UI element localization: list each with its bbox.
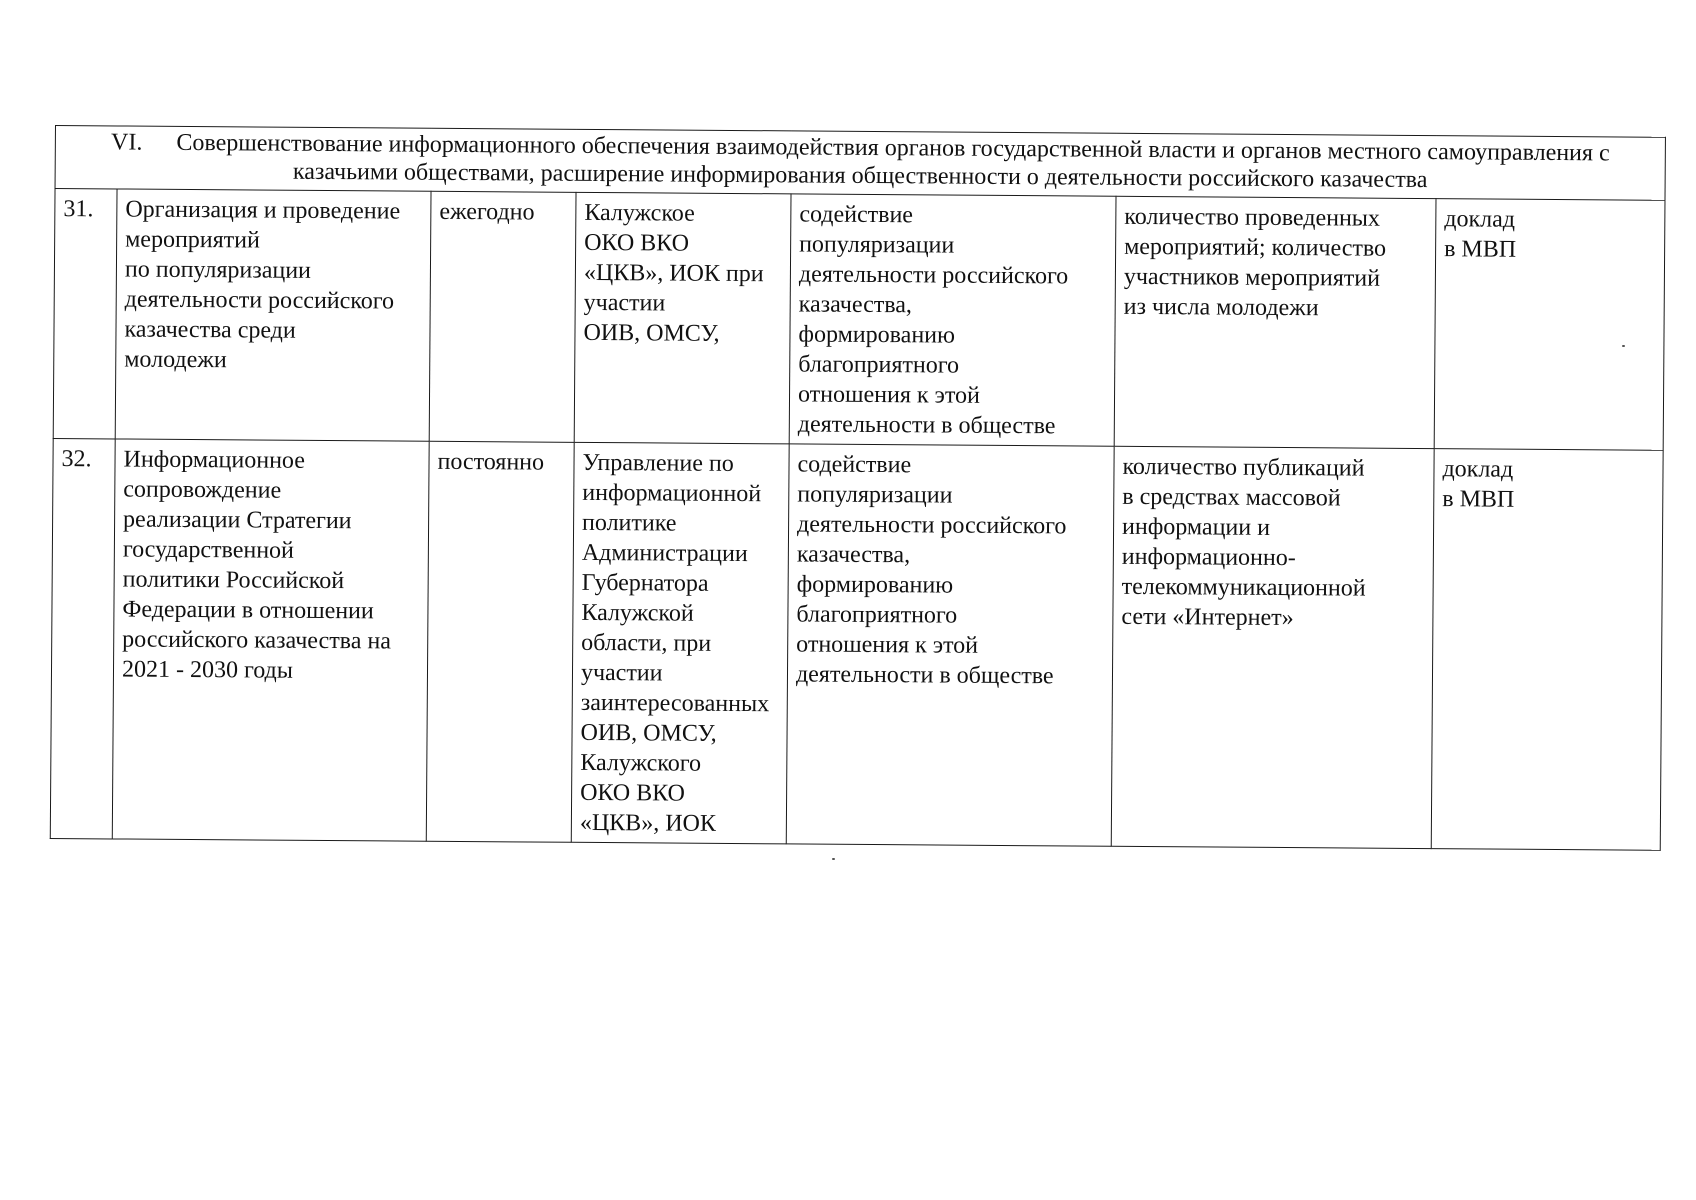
table-row [53, 189, 1665, 451]
action-plan-table [50, 125, 1666, 851]
event-cell: Информационное сопровождение реализации Стратегии государственной политики Российской Федерации в отношении российского казачества на 2021 - 2030 годы [112, 439, 429, 841]
row-number: 31. [53, 189, 117, 439]
report-cell: доклад в МВП [1434, 199, 1665, 451]
section-number: VI. [111, 129, 143, 156]
section-title: Совершенствование информационного обеспечения взаимодействия органов государственной власти и органов местного самоуправления с казачьими обществами, расширение информирования общественности о деятельности российского казачества [176, 129, 1610, 194]
result-cell: содействие популяризации деятельности российского казачества, формированию благоприятного отношения к этой деятельности в обществе [789, 194, 1116, 446]
row-number: 32. [50, 438, 115, 838]
period-cell: ежегодно [429, 191, 576, 442]
table-row [50, 438, 1663, 850]
executors-cell: Калужское ОКО ВКО «ЦКВ», ИОК при участии ОИВ, ОМСУ, [574, 192, 791, 444]
indicators-cell: количество публикаций в средствах массовой информации и информационно- телекоммуникационной сети «Интернет» [1111, 446, 1434, 848]
indicators-cell: количество проведенных мероприятий; количество участников мероприятий из числа молодежи [1114, 196, 1436, 448]
period-cell: постоянно [426, 441, 574, 842]
section-header-cell [55, 126, 1665, 201]
result-cell: содействие популяризации деятельности российского казачества, формированию благоприятного отношения к этой деятельности в обществе [786, 444, 1114, 846]
report-cell: доклад в МВП [1431, 449, 1663, 851]
event-cell: Организация и проведение мероприятий по популяризации деятельности российского казачества среди молодежи [115, 189, 431, 441]
executors-cell: Управление по информационной политике Администрации Губернатора Калужской области, при участии заинтересованных ОИВ, ОМСУ, Калужского ОКО ВКО «ЦКВ», ИОК [571, 442, 789, 844]
scan-speck [832, 858, 835, 860]
section-header-row [55, 126, 1665, 201]
scan-speck [1622, 345, 1625, 347]
